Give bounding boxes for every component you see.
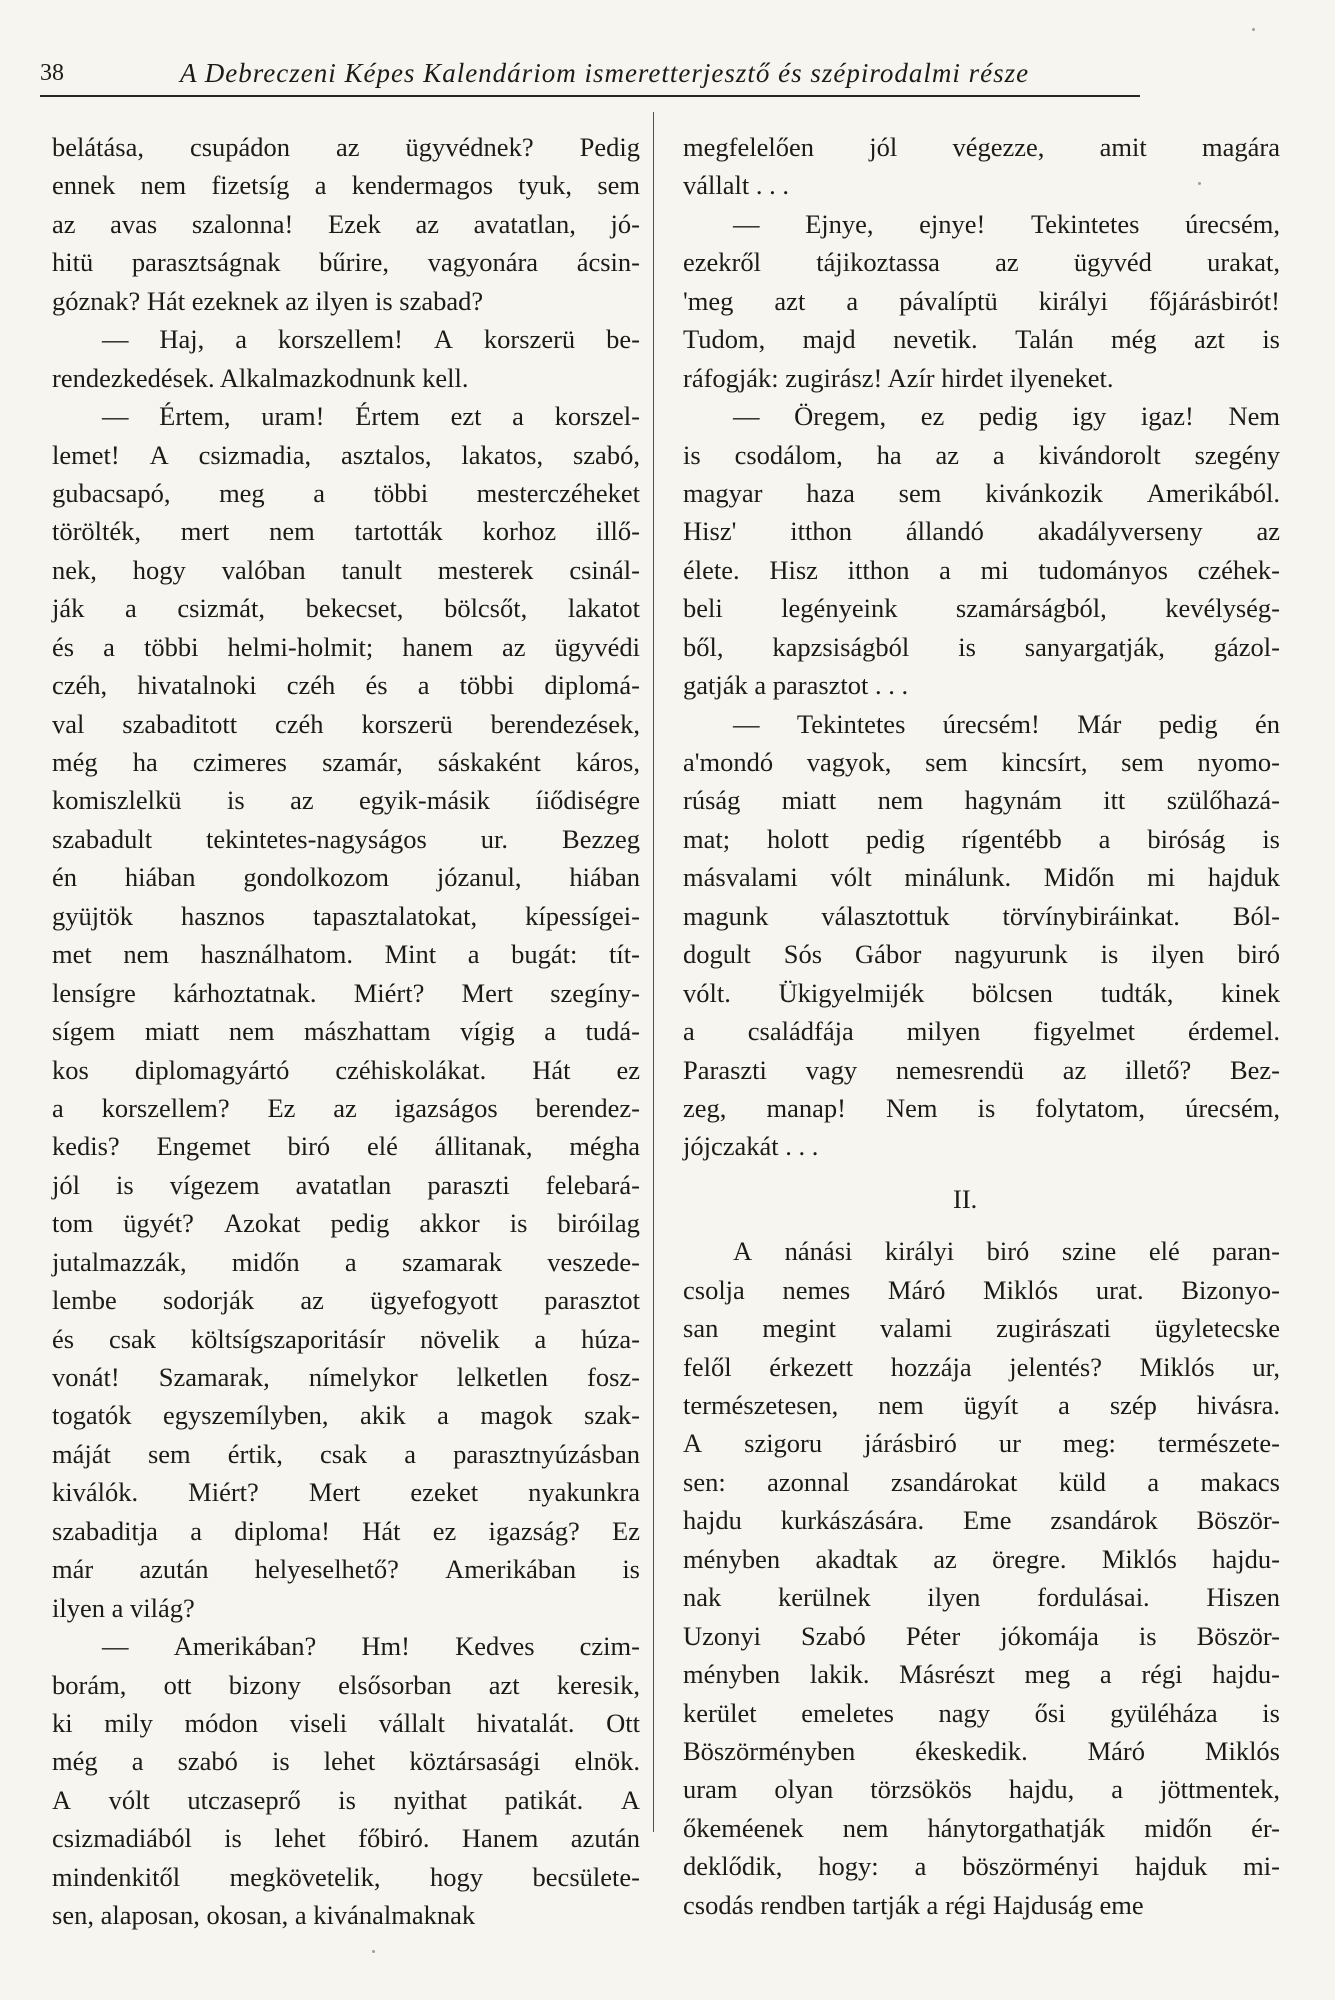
text-line: vólt. Ükigyelmijék bölcsen tudták, kinek bbox=[683, 977, 1280, 1008]
text-line: és csak költsígszaporitásír növelik a húza- bbox=[52, 1323, 640, 1354]
text-line: ják a csizmát, bekecset, bölcsőt, lakatot bbox=[52, 593, 640, 624]
text-line: kiválók. Miért? Mert ezeket nyakunkra bbox=[52, 1477, 640, 1508]
text-line: deklődik, hogy: a böszörményi hajduk mi- bbox=[683, 1851, 1280, 1882]
text-line: felől érkezett hozzája jelentés? Miklós ur, bbox=[683, 1351, 1280, 1382]
text-line: mindenkitől megkövetelik, hogy becsülete- bbox=[52, 1861, 640, 1892]
text-line: dogult Sós Gábor nagyurunk is ilyen biró bbox=[683, 939, 1280, 970]
text-line: val szabaditott czéh korszerü berendezések, bbox=[52, 708, 640, 739]
text-line: vállalt . . . bbox=[683, 170, 789, 201]
text-line: czéh, hivatalnoki czéh és a többi diplomá- bbox=[52, 670, 640, 701]
text-line: Hisz' itthon állandó akadályverseny az bbox=[683, 516, 1280, 547]
text-line: gatják a parasztot . . . bbox=[683, 670, 909, 701]
text-line: A nánási királyi biró szine elé paran- bbox=[733, 1236, 1280, 1267]
text-line: — Amerikában? Hm! Kedves czim- bbox=[102, 1631, 640, 1662]
text-line: törölték, mert nem tartották korhoz illő- bbox=[52, 516, 640, 547]
section-heading: II. bbox=[953, 1183, 978, 1214]
page-number: 38 bbox=[40, 60, 64, 86]
page-header bbox=[40, 50, 1140, 90]
text-line: rendezkedések. Alkalmazkodnunk kell. bbox=[52, 362, 469, 393]
text-line: lemet! A csizmadia, asztalos, lakatos, szabó, bbox=[52, 439, 640, 470]
text-line: élete. Hisz itthon a mi tudományos czéhek- bbox=[683, 554, 1280, 585]
text-line: sen, alaposan, okosan, a kivánalmaknak bbox=[52, 1900, 476, 1931]
text-line: az avas szalonna! Ezek az avatatlan, jó- bbox=[52, 208, 640, 239]
running-title: A Debreczeni Képes Kalendáriom ismeretterjesztő és szépirodalmi része bbox=[180, 58, 1030, 88]
text-line: máját sem értik, csak a parasztnyúzásban bbox=[52, 1438, 640, 1469]
text-line: beli legényeink szamárságból, kevélység- bbox=[683, 593, 1280, 624]
text-line: met nem használhatom. Mint a bugát: tít- bbox=[52, 939, 640, 970]
text-line: — Haj, a korszellem! A korszerü be- bbox=[102, 324, 640, 355]
text-line: szabadult tekintetes-nagyságos ur. Bezzeg bbox=[52, 823, 640, 854]
text-line: 'meg azt a pávalíptü királyi főjárásbirót! bbox=[683, 285, 1280, 316]
text-line: a korszellem? Ez az igazságos berendez- bbox=[52, 1092, 640, 1123]
text-line: én hiában gondolkozom józanul, hiában bbox=[52, 862, 640, 893]
text-line: természetesen, nem ügyít a szép hivásra. bbox=[683, 1390, 1280, 1420]
text-line: Uzonyi Szabó Péter jókomája is Böször- bbox=[683, 1620, 1280, 1651]
text-line: hitü parasztságnak bűrire, vagyonára ácsin- bbox=[52, 247, 640, 278]
text-line: csizmadiából is lehet főbiró. Hanem azután bbox=[52, 1823, 640, 1854]
left-column bbox=[52, 128, 640, 1935]
text-line: — Értem, uram! Értem ezt a korszel- bbox=[102, 401, 640, 432]
text-line: a'mondó vagyok, sem kincsírt, sem nyomo- bbox=[683, 747, 1280, 777]
text-line: komiszlelkü is az egyik-másik íiődiségre bbox=[52, 785, 640, 816]
text-line: Paraszti vagy nemesrendü az illető? Bez- bbox=[683, 1054, 1280, 1085]
text-line: nek, hogy valóban tanult mesterek csinál- bbox=[52, 554, 640, 585]
text-line: még ha czimeres szamár, sáskaként káros, bbox=[52, 747, 640, 777]
text-line: rúság miatt nem hagynám itt szülőhazá- bbox=[683, 785, 1280, 816]
paper-speck bbox=[1198, 182, 1201, 185]
text-line: kerület emeletes nagy ősi gyüléháza is bbox=[683, 1697, 1280, 1728]
text-line: ből, kapzsiságból is sanyargatják, gázol- bbox=[683, 631, 1280, 662]
text-line: A szigoru járásbiró ur meg: természete- bbox=[683, 1428, 1280, 1459]
text-line: nak kerülnek ilyen fordulásai. Hiszen bbox=[683, 1582, 1280, 1613]
text-line: A vólt utczaseprő is nyithat patikát. A bbox=[52, 1784, 640, 1815]
text-line: már azután helyeselhető? Amerikában is bbox=[52, 1554, 640, 1585]
text-line: borám, ott bizony elsősorban azt keresik, bbox=[52, 1669, 640, 1700]
text-line: a családfája milyen figyelmet érdemel. bbox=[683, 1016, 1280, 1047]
text-line: san megint valami zugirászati ügyletecske bbox=[683, 1313, 1280, 1344]
text-line: gubacsapó, meg a többi mesterczéheket bbox=[52, 477, 640, 508]
text-line: — Öregem, ez pedig igy igaz! Nem bbox=[733, 401, 1280, 432]
text-line: lembe sodorják az ügyefogyott parasztot bbox=[52, 1285, 640, 1316]
text-line: kedis? Engemet biró elé állitanak, mégha bbox=[52, 1131, 640, 1162]
text-line: kos diplomagyártó czéhiskolákat. Hát ez bbox=[52, 1054, 640, 1085]
text-line: csolja nemes Máró Miklós urat. Bizonyo- bbox=[683, 1274, 1280, 1305]
text-line: sígem miatt nem mászhattam vígig a tudá- bbox=[52, 1016, 640, 1047]
text-line: togatók egyszemílyben, akik a magok szak- bbox=[52, 1400, 640, 1431]
paper-speck bbox=[372, 1950, 375, 1953]
text-line: magunk választottuk törvínybiráinkat. Ból- bbox=[683, 900, 1280, 931]
text-line: Tudom, majd nevetik. Talán még azt is bbox=[683, 324, 1280, 355]
text-line: góznak? Hát ezeknek az ilyen is szabad? bbox=[52, 285, 484, 316]
text-line: Böszörményben ékeskedik. Máró Miklós bbox=[683, 1735, 1280, 1766]
text-line: tom ügyét? Azokat pedig akkor is biróilag bbox=[52, 1208, 640, 1239]
text-line: ményben akadtak az öregre. Miklós hajdu- bbox=[683, 1543, 1280, 1574]
text-line: hajdu kurkászására. Eme zsandárok Böször- bbox=[683, 1505, 1280, 1536]
text-line: ezekről tájikoztassa az ügyvéd urakat, bbox=[683, 247, 1280, 278]
text-line: másvalami vólt minálunk. Midőn mi hajduk bbox=[683, 862, 1280, 893]
text-line: jól is vígezem avatatlan paraszti felebará- bbox=[52, 1169, 640, 1200]
text-line: ráfogják: zugirász! Azír hirdet ilyeneket. bbox=[683, 362, 1114, 393]
text-line: — Ejnye, ejnye! Tekintetes úrecsém, bbox=[733, 208, 1280, 239]
header-rule bbox=[40, 95, 1140, 97]
text-line: megfelelően jól végezze, amit magára bbox=[683, 132, 1280, 162]
text-line: ennek nem fizetsíg a kendermagos tyuk, sem bbox=[52, 170, 640, 201]
text-line: gyüjtök hasznos tapasztalatokat, kípessígei- bbox=[52, 900, 640, 931]
right-column bbox=[683, 128, 1280, 1924]
paper-speck bbox=[1252, 28, 1255, 31]
text-line: őkeméenek nem hánytorgathatják midőn ér- bbox=[683, 1812, 1280, 1843]
text-line: vonát! Szamarak, nímelykor lelketlen fosz- bbox=[52, 1362, 640, 1392]
text-line: csodás rendben tartják a régi Hajduság eme bbox=[683, 1889, 1144, 1920]
text-line: mat; holott pedig rígentébb a biróság is bbox=[683, 823, 1280, 854]
text-line: uram olyan törzsökös hajdu, a jöttmentek, bbox=[683, 1774, 1280, 1805]
text-line: jutalmazzák, midőn a szamarak veszede- bbox=[52, 1246, 640, 1277]
text-line: szabaditja a diploma! Hát ez igazság? Ez bbox=[52, 1515, 640, 1546]
text-line: is csodálom, ha az a kivándorolt szegény bbox=[683, 439, 1280, 470]
text-line: jójczakát . . . bbox=[683, 1131, 819, 1162]
text-line: ilyen a világ? bbox=[52, 1592, 195, 1623]
text-line: ki mily módon viseli vállalt hivatalát. Ott bbox=[52, 1707, 640, 1738]
text-line: belátása, csupádon az ügyvédnek? Pedig bbox=[52, 132, 640, 162]
column-divider bbox=[653, 112, 654, 1832]
text-line: — Tekintetes úrecsém! Már pedig én bbox=[733, 708, 1280, 739]
text-line: zeg, manap! Nem is folytatom, úrecsém, bbox=[683, 1092, 1280, 1123]
text-line: ményben lakik. Másrészt meg a régi hajdu- bbox=[683, 1659, 1280, 1690]
text-line: sen: azonnal zsandárokat küld a makacs bbox=[683, 1466, 1280, 1497]
text-line: lensígre kárhoztatnak. Miért? Mert szegíny- bbox=[52, 977, 640, 1008]
text-line: és a többi helmi-holmit; hanem az ügyvédi bbox=[52, 631, 640, 662]
text-line: magyar haza sem kivánkozik Amerikából. bbox=[683, 477, 1280, 508]
text-line: még a szabó is lehet köztársasági elnök. bbox=[52, 1746, 640, 1777]
